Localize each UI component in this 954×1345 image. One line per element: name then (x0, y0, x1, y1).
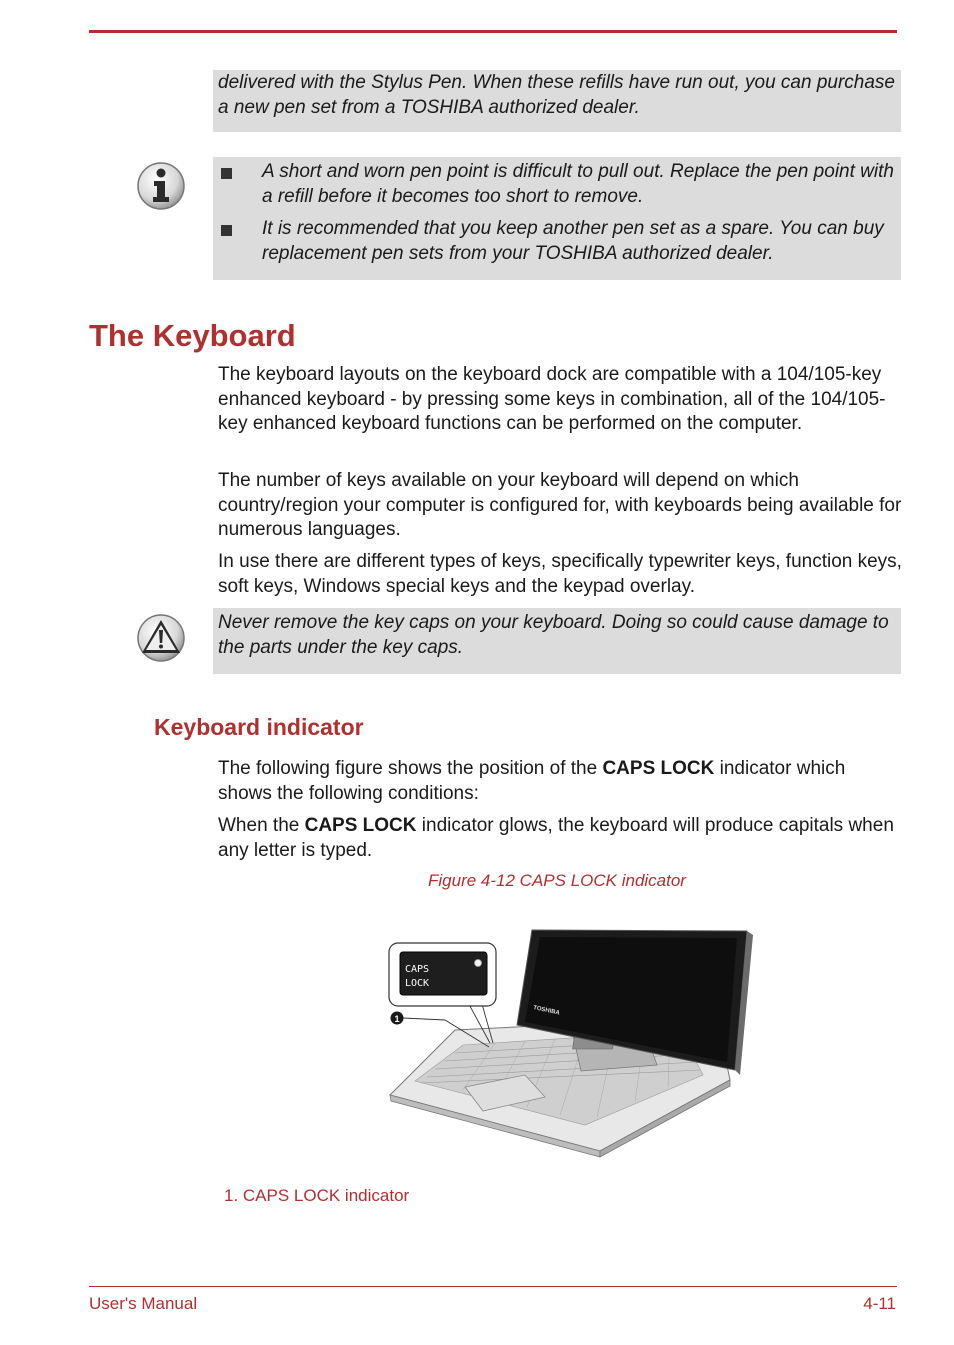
warning-note-text: Never remove the key caps on your keyboard. Doing so could cause damage to the parts under the key caps. (218, 612, 889, 658)
body-paragraph: In use there are different types of keys, specifically typewriter keys, function keys, soft keys, Windows special keys and the keypad overlay. (218, 551, 902, 597)
callout-caps-label: CAPS (405, 964, 430, 975)
warning-note-box (213, 608, 901, 674)
figure-caption: Figure 4-12 CAPS LOCK indicator (428, 871, 686, 890)
body-paragraph (218, 757, 902, 806)
caps-lock-led-icon (474, 959, 481, 966)
footer-manual-title: User's Manual (89, 1294, 198, 1313)
info-icon (135, 160, 187, 212)
continued-note-text: delivered with the Stylus Pen. When these refills have run out, you can purchase a new pen set from a TOSHIBA authorized dealer. (218, 72, 895, 118)
keyboard-figure (385, 925, 755, 1160)
caps-lock-term: CAPS LOCK (602, 758, 715, 779)
paragraph-text: indicator glows, the keyboard will produce capitals when any letter is typed. (218, 815, 894, 861)
warning-icon (135, 612, 187, 664)
laptop-illustration (385, 925, 755, 1160)
figure-legend-item: 1. CAPS LOCK indicator (224, 1186, 410, 1205)
body-paragraph: The keyboard layouts on the keyboard dock are compatible with a 104/105-key enhanced keyboard - by pressing some keys in combination, all of the 104/105-key enhanced keyboard functions can be performed on the computer. (218, 364, 886, 434)
info-bullet-text: A short and worn pen point is difficult to pull out. Replace the pen point with a refill before it becomes too short to remove. (262, 161, 894, 207)
footer-rule (89, 1286, 897, 1287)
continued-note-box (213, 70, 901, 132)
square-bullet-icon (221, 225, 232, 236)
square-bullet-icon (221, 168, 232, 179)
paragraph-text: The following figure shows the position of the (218, 758, 603, 779)
body-paragraph: The number of keys available on your keyboard will depend on which country/region your computer is configured for, with keyboards being available for numerous languages. (218, 470, 902, 540)
info-note-box (213, 157, 901, 280)
callout-lock-label: LOCK (405, 978, 430, 989)
paragraph-text: When the (218, 815, 305, 836)
callout-marker-number: 1 (394, 1014, 400, 1024)
subsection-title: Keyboard indicator (154, 714, 364, 740)
paragraph-text: indicator which shows the following conditions: (218, 758, 846, 804)
section-title: The Keyboard (89, 318, 296, 353)
info-bullet-text: It is recommended that you keep another pen set as a spare. You can buy replacement pen sets from your TOSHIBA authorized dealer. (262, 218, 884, 264)
page-number: 4-11 (863, 1294, 896, 1313)
caps-lock-term: CAPS LOCK (304, 815, 417, 836)
body-paragraph (218, 814, 902, 863)
header-rule (89, 30, 897, 33)
brand-label: TOSHIBA (532, 1005, 561, 1017)
